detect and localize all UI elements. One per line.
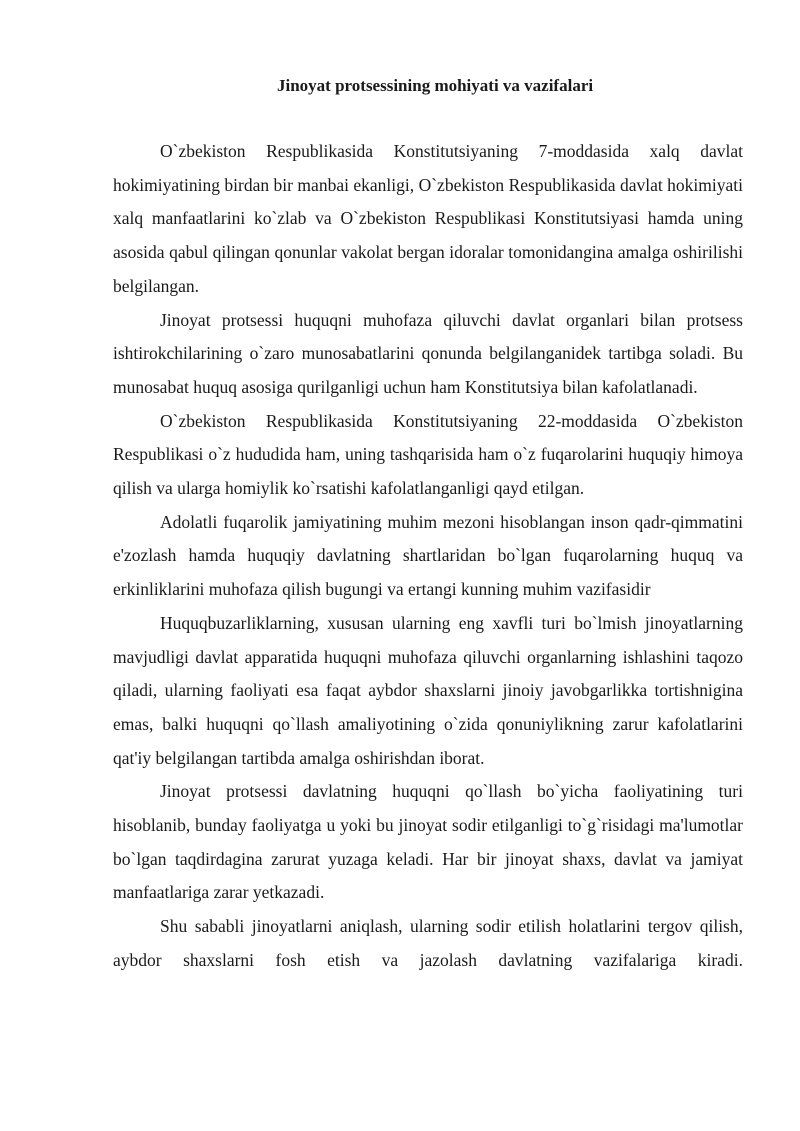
- paragraph-1: O`zbekiston Respublikasida Konstitutsiyaning 7-moddasida xalq davlat hokimiyatining birdan bir manbai ekanligi, O`zbekiston Respublikasida davlat hokimiyati xalq manfaatlarini ko`zlab va O`zbekiston Respublikasi Konstitutsiyasi hamda uning asosida qabul qilingan qonunlar vakolat bergan idoralar tomonidangina amalga oshirilishi belgilangan.: [113, 141, 743, 296]
- paragraph-3: O`zbekiston Respublikasida Konstitutsiyaning 22-moddasida O`zbekiston Respublikasi o`z hududida ham, uning tashqarisida ham o`z fuqarolarini huquqiy himoya qilish va ularga homiylik ko`rsatishi kafolatlanganligi qayd etilgan.: [113, 410, 743, 499]
- paragraph-5: Huquqbuzarliklarning, xususan ularning eng xavfli turi bo`lmish jinoyatlarning mavjudligi davlat apparatida huquqni muhofaza qiluvchi organlarning ishlashini taqozo qiladi, ularning faoliyati esa faqat aybdor shaxslarni jinoiy javobgarlikka tortishnigina emas, balki huquqni qo`llash amaliyotining o`zida qonuniylikning zarur kafolatlarini qat'iy belgilangan tartibda amalga oshirishdan iborat.: [113, 612, 743, 768]
- paragraph-2: Jinoyat protsessi huquqni muhofaza qiluvchi davlat organlari bilan protsess ishtirokchilarining o`zaro munosabatlarini qonunda belgilanganidek tartibga soladi. Bu munosabat huquq asosiga qurilganligi uchun ham Konstitutsiya bilan kafolatlanadi.: [113, 309, 743, 397]
- paragraph-7: Shu sababli jinoyatlarni aniqlash, ularning sodir etilish holatlarini tergov qilish, aybdor shaxslarni fosh etish va jazolash davlatning vazifalariga kiradi.: [113, 916, 743, 970]
- document-title: Jinoyat protsessining mohiyati va vazifalari: [277, 76, 594, 95]
- paragraph-4: Adolatli fuqarolik jamiyatining muhim mezoni hisoblangan inson qadr-qimmatini e'zozlash hamda huquqiy davlatning shartlaridan bo`lgan fuqarolarning huquq va erkinliklarini muhofaza qilish bugungi va ertangi kunning muhim vazifasidir: [113, 511, 743, 600]
- paragraph-6: Jinoyat protsessi davlatning huquqni qo`llash bo`yicha faoliyatining turi hisoblanib, bunday faoliyatga u yoki bu jinoyat sodir etilganligi to`g`risidagi ma'lumotlar bo`lgan taqdirdagina zarurat yuzaga keladi. Har bir jinoyat shaxs, davlat va jamiyat manfaatlariga zarar yetkazadi.: [113, 781, 743, 903]
